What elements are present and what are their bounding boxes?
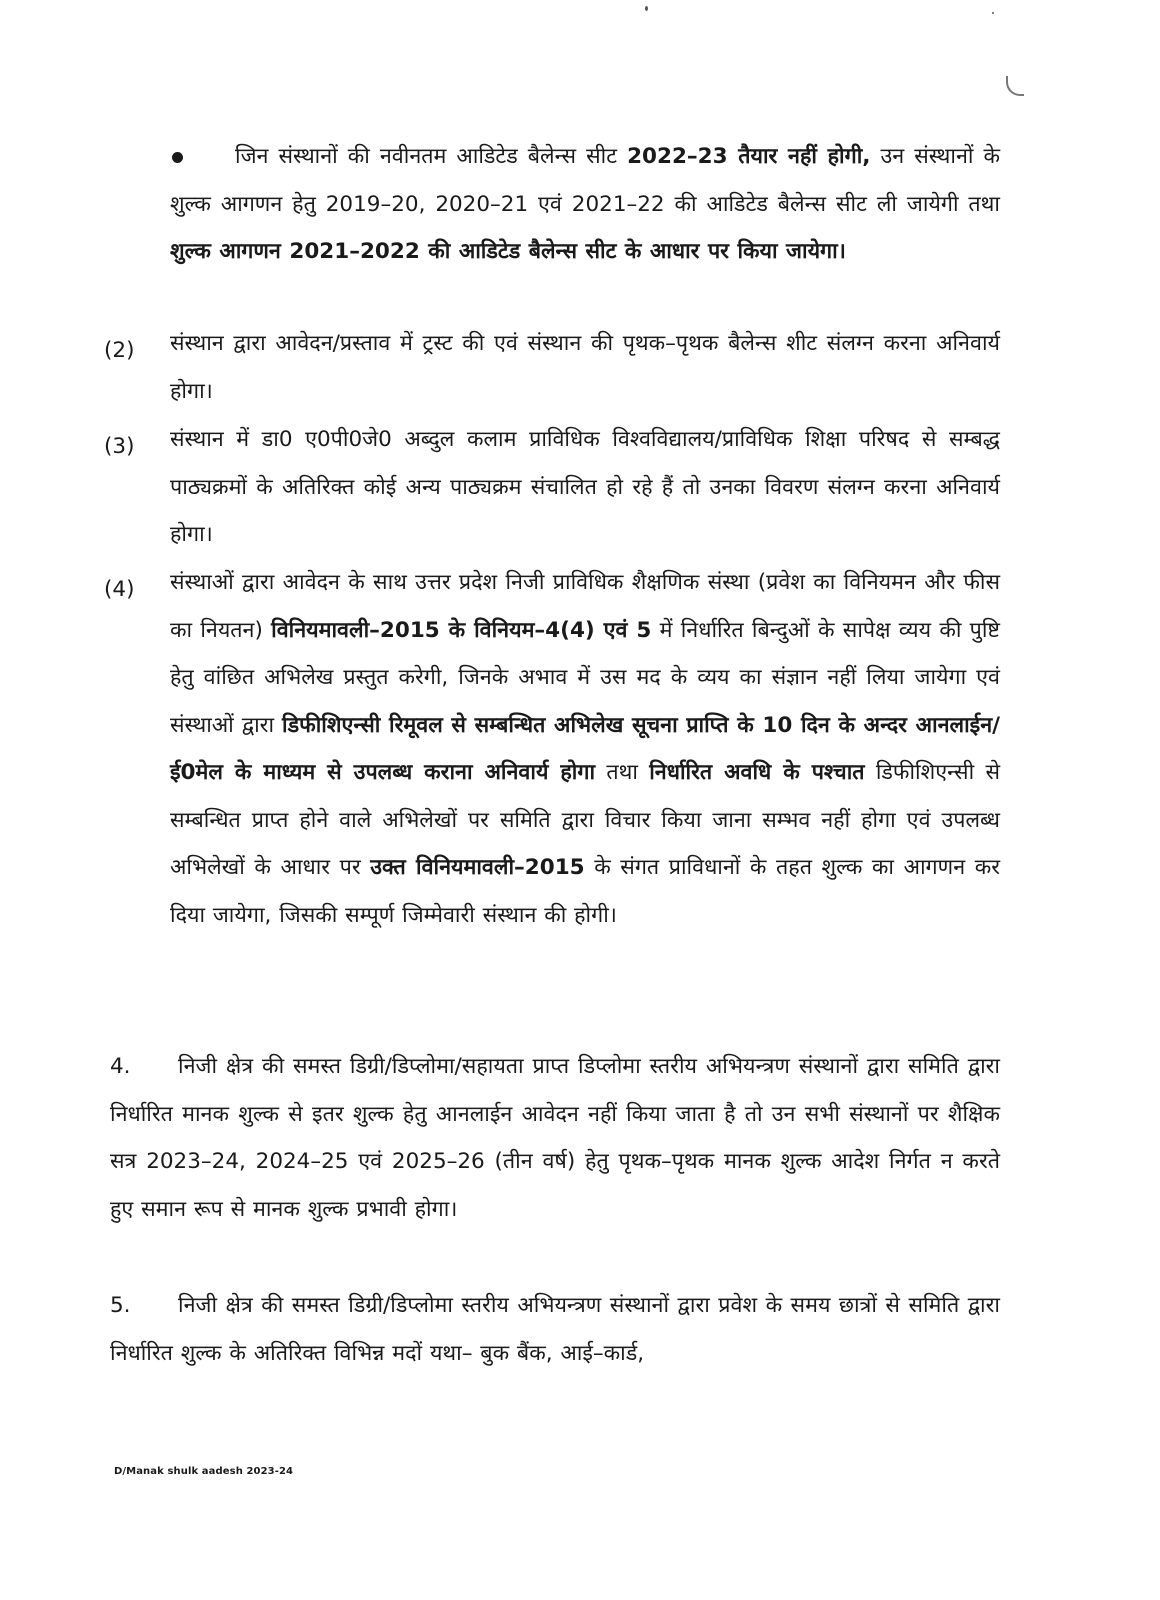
text-run: संस्थाओं द्वारा आवेदन के साथ उत्तर प्रदेश निजी प्राविधिक शैक्षणिक संस्था (प्रवेश का विनियमन और फीस का नियतन) bbox=[170, 570, 1000, 643]
text-run: निजी क्षेत्र की समस्त डिग्री/डिप्लोमा स्तरीय अभियन्त्रण संस्थानों द्वारा प्रवेश के समय छात्रों से समिति द्वारा निर्धारित शुल्क के अतिरिक्त विभिन्न मदों यथा– बुक बैंक, आई–कार्ड, bbox=[110, 1293, 1000, 1366]
document-footer-reference: D/Manak shulk aadesh 2023-24 bbox=[114, 1466, 294, 1477]
bullet-paragraph bbox=[170, 133, 1000, 276]
text-run: डिफीशिएन्सी से सम्बन्धित प्राप्त होने वाले अभिलेखों पर समिति द्वारा विचार किया जाना सम्भव नहीं होगा एवं उपलब्ध अभिलेखों के आधार पर bbox=[170, 760, 1001, 880]
text-run: जिन संस्थानों की नवीनतम आडिटेड बैलेन्स सीट bbox=[235, 144, 628, 169]
bold-text-run: डिफीशिएन्सी रिमूवल से सम्बन्धित अभिलेख सूचना प्राप्ति के 10 दिन के अन्दर आनलाईन/ई0मेल के माध्यम से उपलब्ध कराना अनिवार्य होगा bbox=[170, 712, 1000, 785]
bold-text-run: निर्धारित अवधि के पश्चात bbox=[649, 760, 865, 785]
item-number-2: (2) bbox=[104, 338, 135, 363]
section-number-5: 5. bbox=[110, 1293, 131, 1318]
bold-text-run: विनियमावली–2015 के विनियम–4(4) एवं 5 bbox=[271, 617, 652, 643]
text-run: संस्थान द्वारा आवेदन/प्रस्ताव में ट्रस्ट की एवं संस्थान की पृथक–पृथक बैलेन्स शीट संलग्न करना अनिवार्य होगा। bbox=[170, 331, 1000, 404]
text-run: में निर्धारित बिन्दुओं के सापेक्ष व्यय की पुष्टि हेतु वांछित अभिलेख प्रस्तुत करेगी, जिनके अभाव में उस मद के व्यय का संज्ञान नहीं लिया जायेगा एवं संस्थाओं द्वारा bbox=[170, 617, 1000, 738]
section-5-paragraph bbox=[110, 1282, 1000, 1377]
text-run: के संगत प्राविधानों के तहत शुल्क का आगणन कर दिया जायेगा, जिसकी सम्पूर्ण जिम्मेवारी संस्थान की होगी। bbox=[170, 855, 1001, 928]
item-4-paragraph bbox=[170, 559, 1000, 939]
text-run: निजी क्षेत्र की समस्त डिग्री/डिप्लोमा/सहायता प्राप्त डिप्लोमा स्तरीय अभियन्त्रण संस्थानों द्वारा समिति द्वारा निर्धारित मानक शुल्क से इतर शुल्क हेतु आनलाईन आवेदन नहीं किया जाता है तो उन सभी संस्थानों पर शैक्षिक सत्र 2023–24, 2024–25 एवं 2025–26 (तीन वर्ष) हेतु पृथक–पृथक मानक शुल्क आदेश निर्गत न करते हुए समान रूप से मानक शुल्क प्रभावी होगा। bbox=[110, 1054, 1000, 1222]
text-run: संस्थान में डा0 ए0पी0जे0 अब्दुल कलाम प्राविधिक विश्वविद्यालय/प्राविधिक शिक्षा परिषद से सम्बद्ध पाठ्यक्रमों के अतिरिक्त कोई अन्य पाठ्यक्रम संचालित हो रहे हैं तो उनका विवरण संलग्न करना अनिवार्य होगा। bbox=[170, 427, 1000, 547]
section-number-4: 4. bbox=[110, 1054, 131, 1079]
section-4-paragraph bbox=[110, 1043, 1000, 1233]
bold-text-run: शुल्क आगणन 2021–2022 की आडिटेड बैलेन्स सीट के आधार पर किया जायेगा। bbox=[170, 239, 846, 264]
text-run: उन संस्थानों के शुल्क आगणन हेतु 2019–20, 2020–21 एवं 2021–22 की आडिटेड बैलेन्स सीट ली जायेगी तथा bbox=[170, 144, 1000, 217]
bold-text-run: 2022–23 तैयार नहीं होगी, bbox=[627, 144, 871, 169]
text-run: तथा bbox=[595, 760, 650, 785]
scan-speck bbox=[645, 6, 648, 11]
item-number-3: (3) bbox=[104, 434, 135, 459]
item-3-paragraph bbox=[170, 416, 1000, 559]
scan-corner-mark bbox=[1006, 76, 1024, 96]
bold-text-run: उक्त विनियमावली–2015 bbox=[370, 855, 585, 880]
item-number-4: (4) bbox=[104, 577, 135, 602]
scan-speck bbox=[992, 12, 994, 14]
item-2-paragraph bbox=[170, 320, 1000, 415]
